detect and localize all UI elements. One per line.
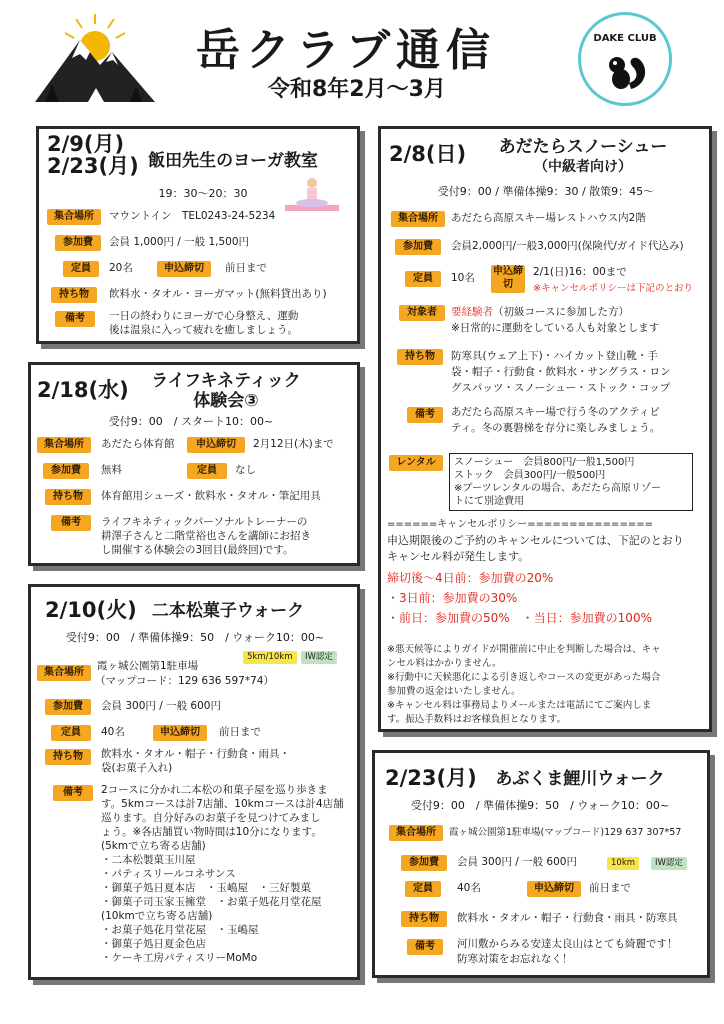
place-value: マウントイン TEL0243-24-5234 [109,210,276,222]
rental-line-2: ストック 会員300円/一般500円 [454,470,606,481]
remarks-line: ・御菓子処日夏本店 ・玉嶋屋 ・三好製菓 [101,882,311,894]
cancel-lead-1: 申込期限後のご予約のキャンセルについては、下記のとおり [387,534,684,547]
label-place: 集合場所 [391,211,445,227]
remarks-line-1: 河川敷からみる安達太良山はとても綺麗です！ [457,938,678,950]
label-capacity: 定員 [405,881,441,897]
cancel-note-5: ※キャンセル料は事務局よりメールまたは電話にてご案内しま [387,700,652,711]
remarks-line-1: ライフキネティックパーソナルトレーナーの [101,516,308,528]
event-date: 2/23(月) [385,766,477,790]
label-items: 持ち物 [397,349,443,365]
capacity-value: 40名 [101,726,125,738]
event-time: 受付9：00 / 準備体操9：30 / 散策9：45～ [437,185,655,198]
place-line-1: 霞ヶ城公園第1駐車場 [97,660,199,672]
place-value: あだたら高原スキー場レストハウス内2階 [451,212,646,224]
label-deadline: 申込締切 [491,265,525,293]
label-capacity: 定員 [51,725,91,741]
event-title-1: あだたらスノーシュー [498,137,668,157]
label-items: 持ち物 [401,911,447,927]
snowshoe-card [378,126,712,732]
event-time: 受付9：00 / 準備体操9：50 / ウォーク10：00~ [65,631,325,644]
label-deadline: 申込締切 [153,725,207,741]
label-target: 対象者 [399,305,445,321]
mountain-logo-icon [30,10,160,105]
cancel-rate-3: ・前日：参加費の50% ・当日：参加費の100% [387,611,652,625]
remarks-line: ・御菓子処日夏金色店 [101,938,206,950]
items-line-1: 防寒具(ウェア上下)・ハイカット登山靴・手 [451,350,658,362]
label-items: 持ち物 [45,489,91,505]
event-time: 19：30～20：30 [158,187,248,200]
fee-value: 会員2,000円/一般3,000円(保険代/ガイド代込み) [451,240,684,252]
nihonmatsu-card [28,584,360,980]
remarks-line: ・ケーキ工房パティスリーMoMo [101,952,258,964]
label-deadline: 申込締切 [187,437,245,453]
label-capacity: 定員 [187,463,227,479]
event-title-1: ライフキネティック [151,371,301,391]
rental-line-3: ※ブーツレンタルの場合、あだたら高原リゾー [454,483,662,494]
fee-value: 会員 1,000円 / 一般 1,500円 [109,236,250,248]
deadline-value: 前日まで [225,262,267,274]
items-value: 体育館用シューズ・飲料水・タオル・筆記用具 [101,490,321,502]
label-fee: 参加費 [45,699,91,715]
event-title: 飯田先生のヨーガ教室 [148,151,318,171]
cancel-rate-2: ・3日前：参加費の30% [387,591,518,605]
label-remarks: 備考 [53,785,93,801]
cancel-note-4: 参加費の返金はいたしません。 [387,686,521,697]
event-date: 2/18(水) [37,378,129,402]
event-title: 二本松菓子ウォーク [151,601,305,621]
remarks-line: (5kmで立ち寄る店舗) [101,840,206,852]
fee-value: 会員 300円 / 一般 600円 [457,856,577,868]
event-date-2: 2/23(月) [47,154,139,178]
label-fee: 参加費 [395,239,441,255]
label-remarks: 備考 [407,939,443,955]
capacity-value: 20名 [109,262,133,274]
event-date: 2/10(火) [45,598,137,622]
remarks-line: ・パティスリールコネサンス [101,868,236,880]
remarks-line: 2コースに分かれ二本松の和菓子屋を巡り歩きま [101,784,328,796]
cancel-heading: ======キャンセルポリシー=============== [387,519,653,530]
label-rental: レンタル [389,455,443,471]
iw-badge: IW認定 [651,857,687,870]
squirrel-icon [603,49,649,93]
deadline-value: 2/1(日)16：00まで [533,266,627,278]
remarks-line: ・御菓子司玉家玉擁堂 ・お菓子処花月堂花屋 [101,896,322,908]
event-title-2: 体験会③ [193,391,259,411]
fee-value: 無料 [101,464,122,476]
rental-line-4: トにて別途費用 [454,496,524,507]
label-items: 持ち物 [45,749,91,765]
label-deadline: 申込締切 [527,881,581,897]
items-line-1: 飲料水・タオル・帽子・行動食・雨具・ [101,748,290,760]
items-line-3: グスパッツ・スノーシュー・ストック・コップ [451,382,671,394]
place-value: 霞ヶ城公園第1駐車場(マップコード)129 637 307*57 [449,827,682,838]
items-line-2: 袋・帽子・行動食・飲料水・サングラス・ロン [451,366,671,378]
life-kinetic-card [28,362,360,566]
remarks-line: す。5kmコースは計7店舗、10kmコースは計4店舗 [101,798,344,810]
remarks-block [101,783,351,965]
remarks-line: 巡ります。自分好みのお菓子を見つけてみまし [101,812,321,824]
cancel-note-3: ※行動中に天候悪化による引き返しやコースの変更があった場合 [387,672,661,683]
capacity-value: 10名 [451,272,475,284]
cancel-lead-2: キャンセル料が発生します。 [387,550,530,563]
remarks-line: ・二本松製菓玉川屋 [101,854,196,866]
abukuma-card [372,750,710,978]
remarks-line-1: 一日の終わりにヨーガで心身整え、運動 [109,310,299,322]
target-required: 要経験者 [451,306,493,318]
label-place: 集合場所 [37,437,91,453]
label-place: 集合場所 [47,209,101,225]
rental-box [449,453,693,511]
distance-badge: 5km/10km [243,651,297,664]
cancel-note-2: ンセル料はかかりません。 [387,658,502,669]
newsletter-period: 令和8年2月～3月 [268,77,446,102]
items-value: 飲料水・タオル・ヨーガマット(無料貸出あり) [109,288,327,300]
newsletter-title: 岳クラブ通信 [196,25,496,76]
items-line-2: 袋(お菓子入れ) [101,762,173,774]
label-items: 持ち物 [51,287,97,303]
event-title: あぶくま鯉川ウォーク [495,769,665,789]
cancel-note-6: す。振込手数料はお客様負担となります。 [387,714,566,725]
label-capacity: 定員 [405,271,441,287]
yoga-person-icon [285,177,339,213]
deadline-value: 前日まで [219,726,261,738]
club-logo [578,12,672,106]
yoga-card [36,126,360,344]
items-value: 飲料水・タオル・帽子・行動食・雨具・防寒具 [457,912,678,924]
cancel-note-1: ※悪天候等によりガイドが開催前に中止を判断した場合は、キャ [387,644,661,655]
place-value: あだたら体育館 [101,438,175,450]
remarks-line-2: 後は温泉に入って疲れを癒しましょう。 [109,324,298,336]
target-note: ※日常的に運動をしている人も対象とします [451,322,660,334]
deadline-value: 前日まで [589,882,631,894]
label-fee: 参加費 [401,855,447,871]
remarks-line: ・お菓子処花月堂花屋 ・玉嶋屋 [101,924,259,936]
event-title-2: （中級者向け） [534,159,632,175]
remarks-line-2: ティ。冬の裏磐梯を存分に楽しみましょう。 [451,422,661,434]
label-fee: 参加費 [43,463,89,479]
label-deadline: 申込締切 [157,261,211,277]
event-date-1: 2/9(月) [47,132,125,156]
cancel-rate-1: 締切後～4日前：参加費の20% [387,571,554,585]
rental-line-1: スノーシュー 会員800円/一般1,500円 [454,457,635,468]
label-remarks: 備考 [407,407,443,423]
label-place: 集合場所 [389,825,443,841]
deadline-value: 2月12日(木)まで [253,438,334,450]
capacity-value: 40名 [457,882,481,894]
event-time: 受付9：00 / 準備体操9：50 / ウォーク10：00~ [410,799,670,812]
capacity-value: なし [235,464,256,476]
club-logo-text: DAKE CLUB [593,33,657,44]
remarks-line-2: 防寒対策をお忘れなく！ [457,953,573,965]
remarks-line-3: し開催する体験会の3回目(最終回)です。 [101,544,294,556]
remarks-line: ょう。※各店舗買い物時間は10分になります。 [101,826,322,838]
event-time: 受付9：00 / スタート10：00~ [108,415,274,428]
iw-badge: IW認定 [301,651,337,664]
remarks-line-2: 耕澤子さんと二階堂裕也さんを講師にお招き [101,530,311,542]
label-fee: 参加費 [55,235,101,251]
distance-badge: 10km [607,857,639,870]
remarks-line-1: あだたら高原スキー場で行う冬のアクティビ [451,406,660,418]
place-line-2: （マップコード：129 636 597*74） [95,675,274,687]
event-date: 2/8(日) [389,142,467,166]
remarks-line: (10kmで立ち寄る店舗) [101,910,213,922]
label-capacity: 定員 [63,261,99,277]
deadline-note: ※キャンセルポリシーは下記のとおり [533,283,693,294]
label-remarks: 備考 [51,515,91,531]
target-value [451,305,629,320]
label-place: 集合場所 [37,665,91,681]
fee-value: 会員 300円 / 一般 600円 [101,700,221,712]
label-remarks: 備考 [55,311,95,327]
target-detail: （初級コースに参加した方） [493,306,629,318]
